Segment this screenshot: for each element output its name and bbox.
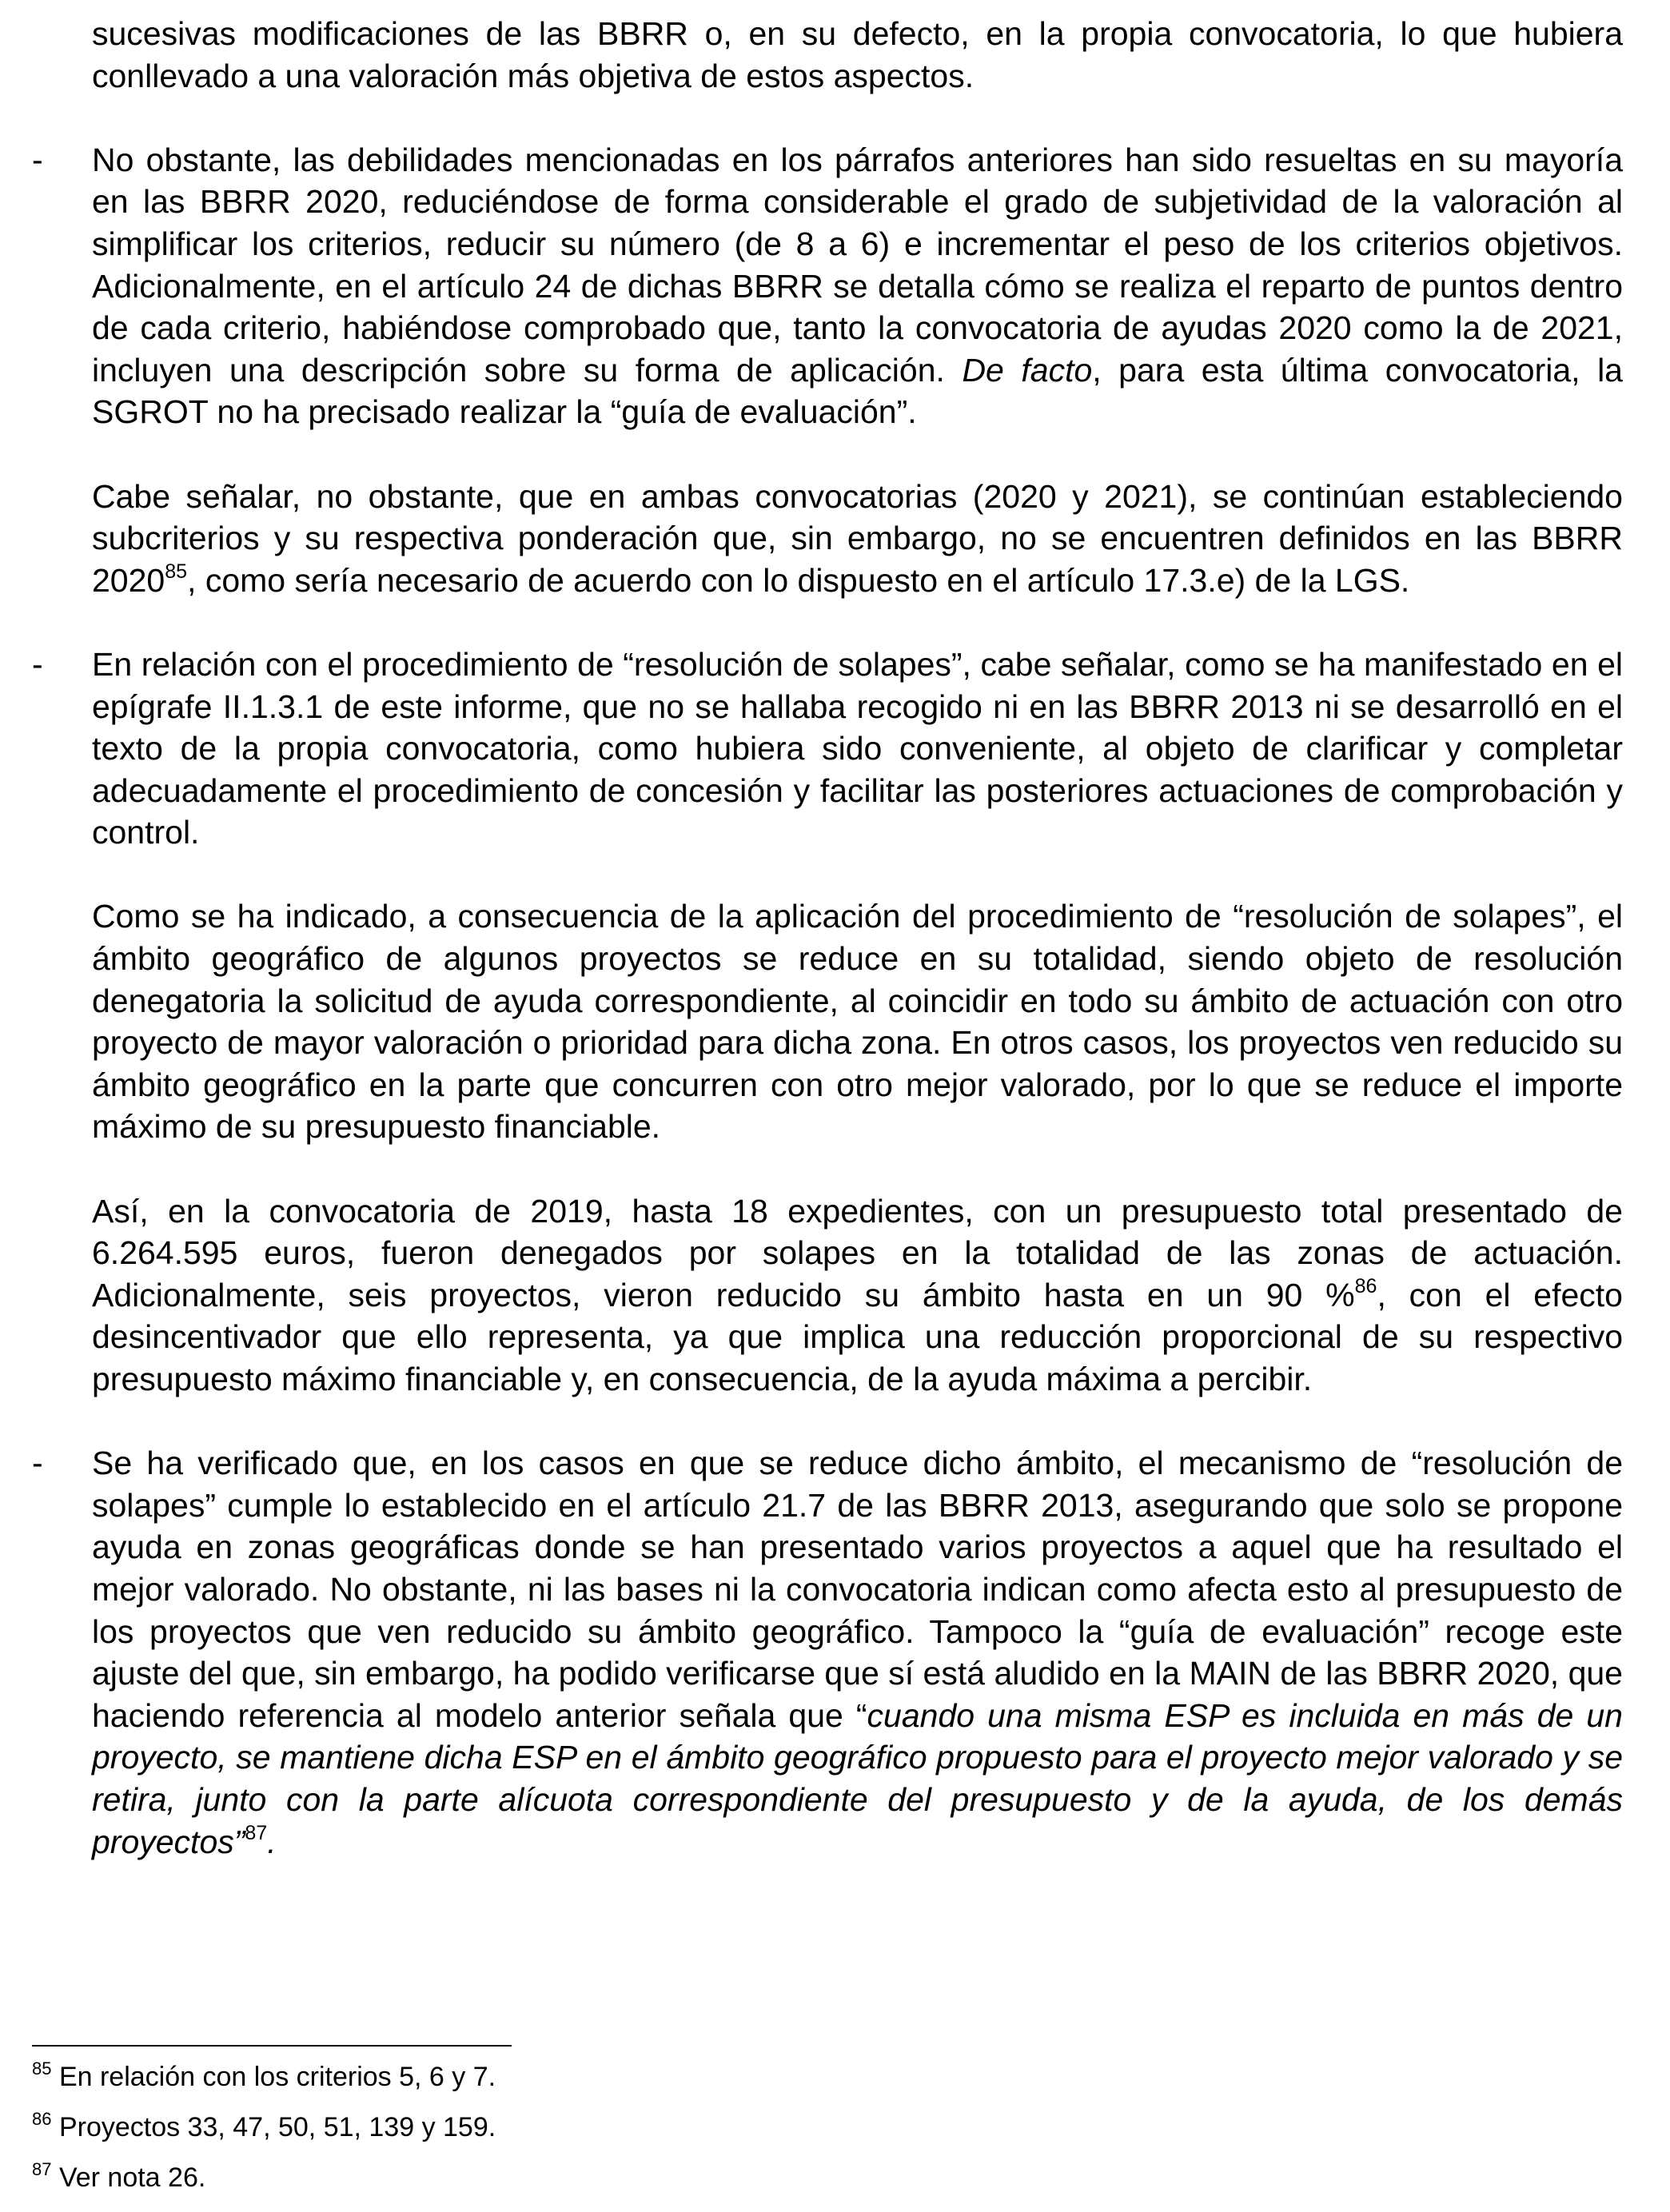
report-body: [32, 13, 1623, 1863]
bullet-dash: -: [32, 1445, 43, 1482]
quoted-text: cuando una misma ESP es incluida en más de un proyecto, se mantiene dicha ESP en el ámbito geográfico propuesto para el proyecto mejor valorado y se retira, junto con la parte alícuota correspondiente del presupuesto y de la ayuda, de los demás proyectos: [92, 1696, 1623, 1860]
bullet-dash: -: [32, 645, 43, 683]
bullet-paragraph-bbrr-2020: - No obstante, las debilidades mencionadas en los párrafos anteriores han sido resueltas en su mayoría en las BBRR 2020, reduciéndose de forma considerable el grado de subjetividad de la valoración al simplificar los criterios, reducir su número (de 8 a 6) e incrementar el peso de los criterios objetivos. Adicionalmente, en el artículo 24 de dichas BBRR se detalla cómo se realiza el reparto de puntos dentro de cada criterio, habiéndose comprobado que, tanto la convocatoria de ayudas 2020 como la de 2021, incluyen una descripción sobre su forma de aplicación. De facto, para esta última convocatoria, la SGROT no ha precisado realizar la “guía de evaluación”.: [32, 139, 1623, 433]
footnote-86: $^{86}$ Proyectos 33, 47, 50, 51, 139 y 159.: [32, 2109, 496, 2142]
bullet-paragraph-resolucion-solapes: - En relación con el procedimiento de “resolución de solapes”, cabe señalar, como se ha manifestado en el epígrafe II.1.3.1 de este informe, que no se hallaba recogido ni en las BBRR 2013 ni se desarrolló en el texto de la propia convocatoria, como hubiera sido conveniente, al objeto de clarificar y completar adecuadamente el procedimiento de concesión y facilitar las posteriores actuaciones de comprobación y control.: [32, 644, 1623, 854]
bullet-paragraph-verificacion: - Se ha verificado que, en los casos en que se reduce dicho ámbito, el mecanismo de “resolución de solapes” cumple lo establecido en el artículo 21.7 de las BBRR 2013, asegurando que solo se propone ayuda en zonas geográficas donde se han presentado varios proyectos a aquel que ha resultado el mejor valorado. No obstante, ni las bases ni la convocatoria indican como afecta esto al presupuesto de los proyectos que ven reducido su ámbito geográfico. Tampoco la “guía de evaluación” recoge este ajuste del que, sin embargo, ha podido verificarse que sí está aludido en la MAIN de las BBRR 2020, que haciendo referencia al modelo anterior señala que “cuando una misma ESP es incluida en más de un proyecto, se mantiene dicha ESP en el ámbito geográfico propuesto para el proyecto mejor valorado y se retira, junto con la parte alícuota correspondiente del presupuesto y de la ayuda, de los demás proyectos”$^{87}$.: [32, 1442, 1623, 1863]
footnote-ref-86[interactable]: 86: [1354, 1274, 1377, 1297]
paragraph-continuation: sucesivas modificaciones de las BBRR o, en su defecto, en la propia convocatoria, lo que hubiera conllevado a una valoración más objetiva de estos aspectos.: [92, 15, 1623, 94]
paragraph-convocatoria-2019: Así, en la convocatoria de 2019, hasta 18 expedientes, con un presupuesto total presentado de 6.264.595 euros, fueron denegados por solapes en la totalidad de las zonas de actuación. Adicionalmente, seis proyectos, vieron reducido su ámbito hasta en un 90 %$^{86}$, con el efecto desincentivador que ello representa, ya que implica una reducción proporcional de su respectivo presupuesto máximo financiable y, en consecuencia, de la ayuda máxima a percibir.: [92, 1192, 1623, 1397]
paragraph-subcriterios: Cabe señalar, no obstante, que en ambas convocatorias (2020 y 2021), se continúan estableciendo subcriterios y su respectiva ponderación que, sin embargo, no se encuentren definidos en las BBRR 2020$^{85}$, como sería necesario de acuerdo con lo dispuesto en el artículo 17.3.e) de la LGS.: [92, 477, 1623, 599]
footnote-ref-87[interactable]: 87: [245, 1821, 268, 1844]
footnote-ref-85[interactable]: 85: [165, 560, 188, 583]
footnote-85: $^{85}$ En relación con los criterios 5, 6 y 7.: [32, 2059, 496, 2092]
footnote-87: $^{87}$ Ver nota 26.: [32, 2159, 206, 2193]
paragraph-ambito-geografico: Como se ha indicado, a consecuencia de la aplicación del procedimiento de “resolución de solapes”, el ámbito geográfico de algunos proyectos se reduce en su totalidad, siendo objeto de resolución denegatoria la solicitud de ayuda correspondiente, al coincidir en todo su ámbito de actuación con otro proyecto de mayor valoración o prioridad para dicha zona. En otros casos, los proyectos ven reducido su ámbito geográfico en la parte que concurren con otro mejor valorado, por lo que se reduce el importe máximo de su presupuesto financiable.: [92, 898, 1623, 1146]
bullet-dash: -: [32, 141, 43, 178]
footnotes: [32, 2061, 1623, 2212]
footnote-separator: [32, 2045, 512, 2047]
